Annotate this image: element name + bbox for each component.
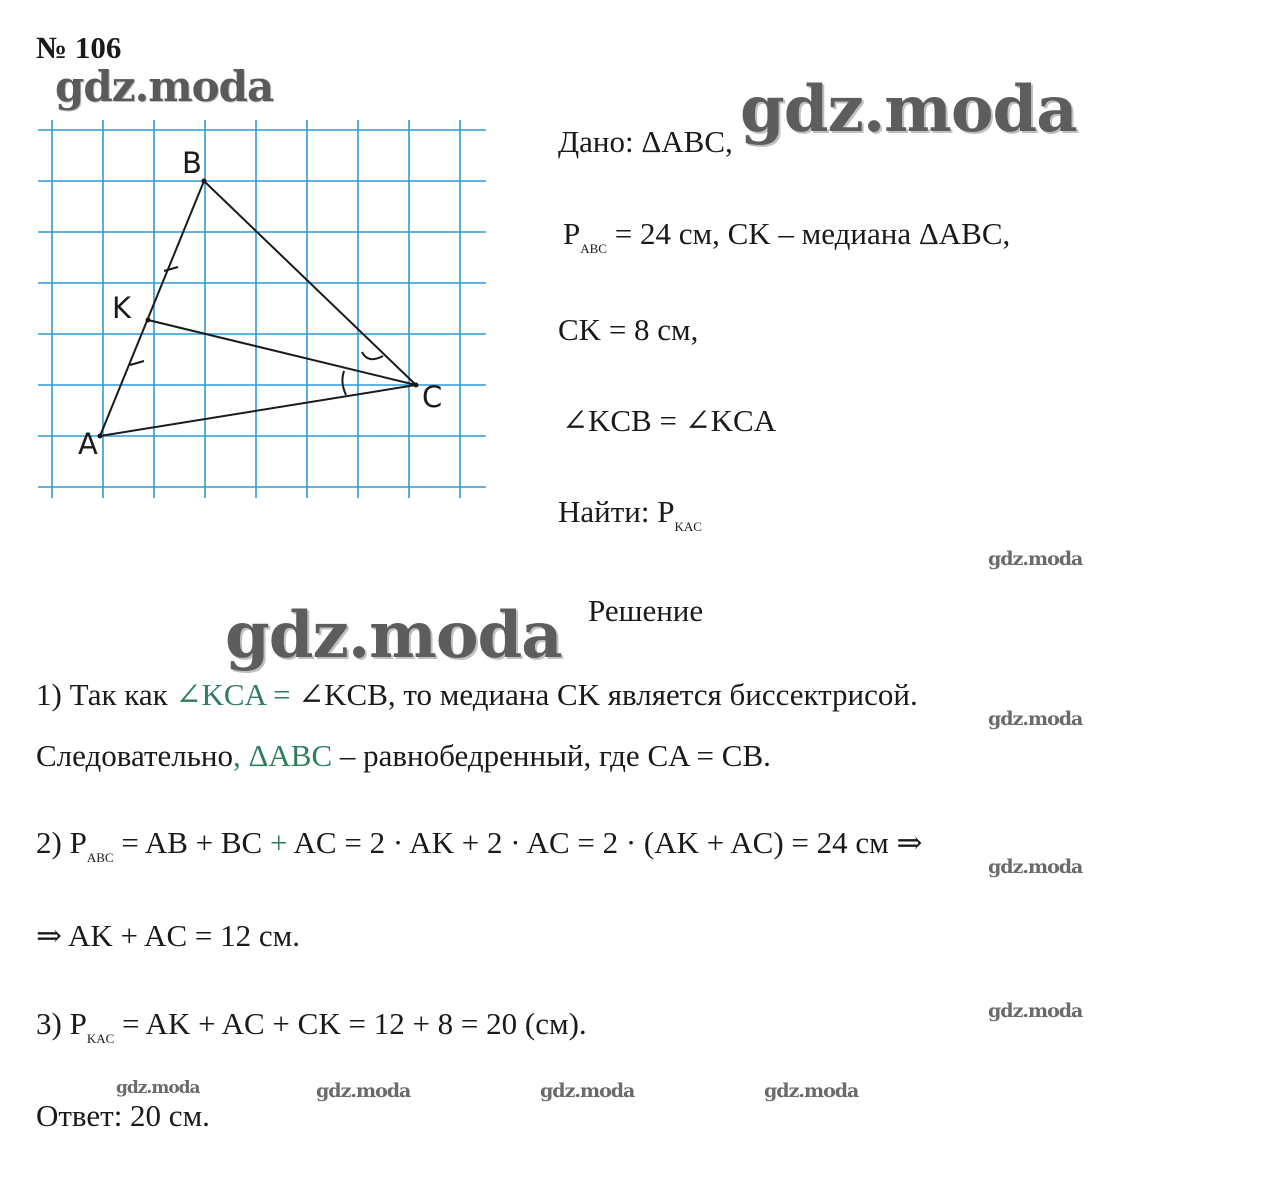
watermark: gdz.moda bbox=[316, 1080, 411, 1102]
vertex-label-b: B bbox=[182, 146, 202, 180]
answer: Ответ: 20 см. bbox=[36, 1098, 210, 1133]
median-ck bbox=[148, 320, 416, 385]
watermark: gdz.moda bbox=[55, 62, 274, 111]
vertex-label-a: A bbox=[78, 427, 98, 461]
given-line-3: CK = 8 см, bbox=[558, 312, 699, 347]
angle-arc bbox=[362, 352, 383, 359]
watermark: gdz.moda bbox=[540, 1080, 635, 1102]
grid bbox=[38, 120, 486, 498]
watermark: gdz.moda bbox=[988, 1000, 1083, 1022]
solution-step-2: 2) $P_{ABC}$ = AB + BC + AC = 2 · AK + 2 · AC = 2 · (AK + AC) = 24 см ⇒ bbox=[36, 825, 923, 865]
watermark: gdz.moda bbox=[988, 548, 1083, 570]
watermark: gdz.moda bbox=[988, 708, 1083, 730]
watermark: gdz.moda bbox=[740, 72, 1077, 147]
triangle-abc bbox=[100, 181, 416, 436]
watermark: gdz.moda bbox=[764, 1080, 859, 1102]
solution-step-1-cont: Следовательно, ΔABC – равнобедренный, где CA = CB. bbox=[36, 738, 771, 773]
vertex-label-k: K bbox=[112, 291, 132, 325]
solution-step-1: 1) Так как ∠KCA = ∠KCB, то медиана CK является биссектрисой. bbox=[36, 677, 918, 712]
watermark: gdz.moda bbox=[116, 1078, 200, 1098]
solution-title: Решение bbox=[588, 593, 704, 628]
solution-step-2-cont: ⇒ AK + AC = 12 см. bbox=[36, 918, 300, 953]
vertex-label-c: C bbox=[422, 380, 443, 414]
angle-arc bbox=[342, 371, 346, 395]
solution-step-3: 3) $P_{KAC}$ = AK + AC + CK = 12 + 8 = 20 (см). bbox=[36, 1006, 587, 1046]
given-line-2: $P_{ABC} = 24$ см, CK – медиана ΔABC, bbox=[563, 216, 1011, 256]
watermark: gdz.moda bbox=[225, 598, 562, 673]
triangle-figure bbox=[38, 120, 488, 500]
problem-number: № 106 bbox=[36, 30, 122, 65]
given-line-4: ∠KCB = ∠KCA bbox=[562, 403, 777, 438]
watermark: gdz.moda bbox=[988, 856, 1083, 878]
find-line: Найти: $P_{KAC}$ bbox=[558, 494, 702, 534]
tick-mark bbox=[164, 267, 178, 271]
given-line-1: Дано: ΔABC, bbox=[558, 124, 733, 159]
tick-mark bbox=[130, 361, 144, 365]
